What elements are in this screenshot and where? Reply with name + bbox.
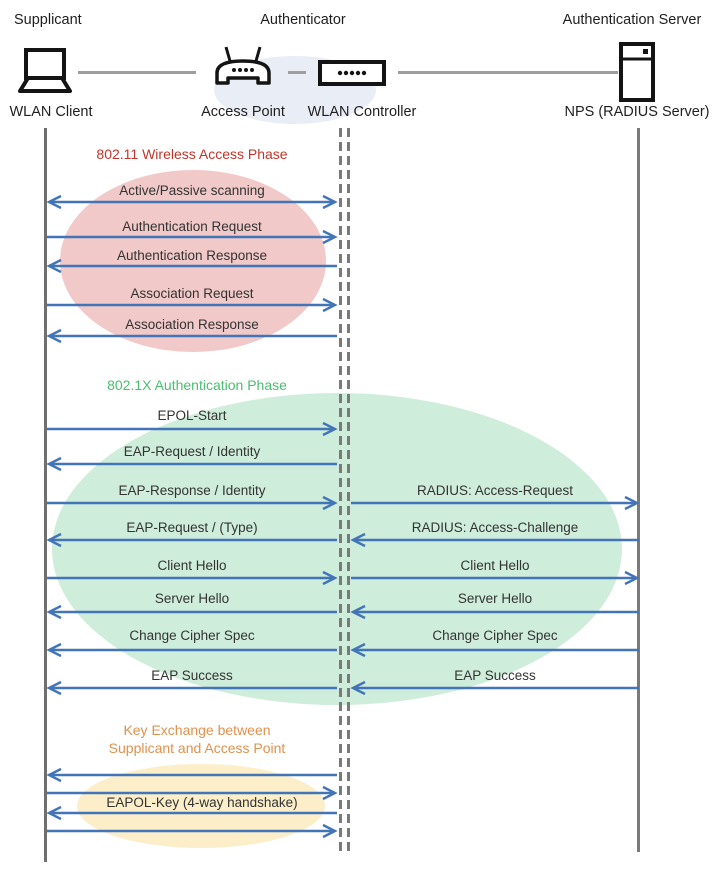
message-label: Client Hello [157,558,227,573]
handshake-arrow-right [46,823,338,839]
link-client-ap [78,71,196,74]
phase3-title-line2: Supplicant and Access Point [108,740,286,756]
role-label-authenticator: Authenticator [260,12,346,28]
laptop-icon [12,47,78,102]
node-label-nps-radius-server: NPS (RADIUS Server) [564,104,710,120]
message-label: EAP-Request / Identity [123,444,261,459]
message-label: EAP-Request / (Type) [126,520,258,535]
node-label-access-point: Access Point [201,104,285,120]
message-label: Server Hello [154,591,230,606]
phase1-title: 802.11 Wireless Access Phase [96,146,288,162]
message-label: EAP Success [454,668,536,683]
message-label: EPOL-Start [157,408,227,423]
wireless-access-point-icon [210,44,276,105]
message-label: Change Cipher Spec [432,628,558,643]
phase3-title-line1: Key Exchange between [123,722,271,738]
message-label: RADIUS: Access-Request [416,483,574,498]
message-label: Server Hello [457,591,533,606]
message-label: Authentication Request [122,219,262,234]
message-label: Client Hello [460,558,530,573]
message-label: Change Cipher Spec [129,628,255,643]
message-label: Association Request [130,286,254,301]
handshake-arrow-left [46,767,338,783]
message-label: Authentication Response [116,248,268,263]
message-label: RADIUS: Access-Challenge [411,520,579,535]
message-label: EAP-Response / Identity [118,483,266,498]
phase2-title: 802.1X Authentication Phase [107,377,287,393]
link-controller-server [398,71,618,74]
message-label: Active/Passive scanning [119,183,265,198]
message-label: EAPOL-Key (4-way handshake) [106,795,298,810]
role-label-authentication-server: Authentication Server [562,12,702,28]
authenticator-lifeline-right [347,128,350,856]
server-icon [618,42,656,107]
role-label-supplicant: Supplicant [14,12,82,28]
node-label-wlan-controller: WLAN Controller [307,104,417,120]
wlan-controller-icon [318,60,386,91]
phase2-ellipse [52,393,622,705]
phase3-title [51,721,343,757]
node-label-wlan-client: WLAN Client [9,104,93,120]
message-label: Association Response [125,317,259,332]
link-ap-controller [288,71,306,74]
message-label: EAP Success [151,668,233,683]
